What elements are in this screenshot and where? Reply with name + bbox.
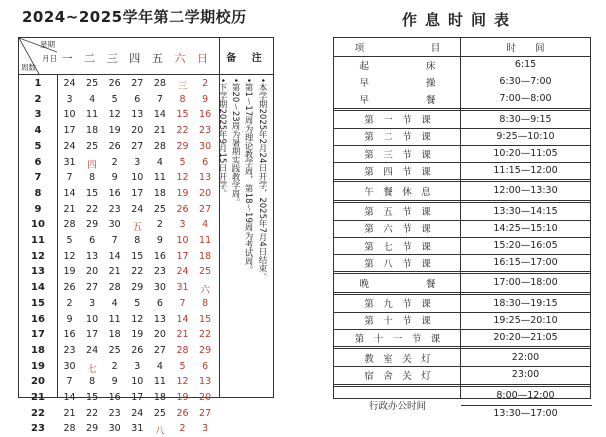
calendar-day-cell: 15 — [176, 109, 189, 121]
office-hours-row — [334, 387, 590, 423]
calendar-day-cell: 25 — [108, 344, 121, 356]
calendar-day-cell: 4 — [89, 93, 96, 105]
schedule-row — [334, 203, 590, 220]
calendar-day-cell: 26 — [131, 344, 144, 356]
schedule-time-value: 14:25—15:10 — [493, 222, 558, 234]
daily-schedule-table — [333, 37, 591, 420]
schedule-item-label: 第 二 节 课 — [364, 132, 431, 144]
office-hours-morning: 8:00—12:00 — [496, 390, 555, 402]
schedule-item-label: 第 一 节 课 — [364, 115, 431, 127]
schedule-row — [334, 237, 590, 254]
calendar-day-cell: 7 — [66, 376, 73, 388]
week-number: 1 — [34, 78, 42, 89]
calendar-day-cell: 14 — [63, 187, 76, 199]
weekday-header-1: 二 — [84, 52, 96, 65]
week-number-column — [19, 74, 58, 435]
schedule-item-label: 第 七 节 课 — [364, 241, 431, 253]
calendar-day-cell: 6 — [134, 93, 141, 105]
calendar-day-cell: 22 — [131, 266, 144, 278]
calendar-day-cell: 2 — [179, 423, 186, 435]
calendar-day-cell: 9 — [156, 235, 163, 246]
calendar-day-cell: 15 — [131, 250, 144, 262]
calendar-day-cell: 8 — [134, 235, 141, 246]
schedule-item-label: 第 四 节 课 — [364, 166, 431, 178]
calendar-day-cell: 八 — [155, 426, 165, 437]
schedule-row — [334, 56, 590, 73]
calendar-day-cell: 7 — [179, 297, 186, 309]
schedule-time-value: 9:25—10:10 — [496, 130, 555, 142]
calendar-day-cell: 18 — [86, 125, 99, 137]
calendar-day-cell: 10 — [86, 313, 99, 325]
calendar-day-cell: 18 — [153, 392, 166, 403]
calendar-day-cell: 7 — [111, 235, 118, 246]
calendar-day-cell: 10 — [63, 109, 76, 121]
week-number: 9 — [34, 203, 42, 215]
calendar-day-cell: 14 — [63, 392, 76, 403]
notes-header: 备 注 — [226, 52, 268, 64]
schedule-row — [334, 145, 590, 162]
calendar-day-cell: 6 — [156, 297, 163, 309]
calendar-day-cell: 22 — [199, 329, 212, 341]
schedule-time-value: 17:00—18:00 — [493, 277, 558, 289]
note-text: •第1～17周为理论教学周，第18～19周为考试周。 — [243, 78, 253, 274]
calendar-day-cell: 4 — [111, 297, 118, 309]
calendar-day-cell: 10 — [131, 376, 144, 388]
week-number: 3 — [34, 109, 42, 121]
calendar-day-cell: 2 — [66, 297, 73, 309]
calendar-day-cell: 13 — [199, 172, 212, 184]
calendar-day-cell: 10 — [131, 172, 144, 184]
calendar-day-cell: 21 — [176, 329, 189, 341]
calendar-day-cell: 10 — [176, 235, 189, 246]
calendar-day-cell: 24 — [176, 266, 189, 278]
calendar-day-cell: 2 — [156, 219, 163, 231]
note-text: •本学期2025年2月24日开学，2025年7月4日结束。 — [257, 78, 267, 281]
calendar-day-cell: 30 — [199, 140, 212, 152]
calendar-day-cell: 30 — [153, 282, 166, 294]
calendar-day-cell: 25 — [199, 266, 212, 278]
calendar-day-cell: 13 — [199, 376, 212, 388]
calendar-day-cell: 4 — [202, 219, 209, 231]
schedule-item-label: 早 餐 — [359, 94, 436, 106]
calendar-day-cell: 16 — [153, 250, 166, 262]
calendar-day-cell: 27 — [131, 78, 144, 89]
schedule-time-value: 16:15—17:00 — [493, 257, 558, 269]
calendar-day-cell: 26 — [176, 407, 189, 419]
calendar-day-cell: 19 — [176, 392, 189, 403]
calendar-day-cell: 29 — [131, 282, 144, 294]
schedule-row — [334, 349, 590, 366]
corner-weekno-label: 周数 — [21, 63, 36, 72]
calendar-day-cell: 12 — [108, 109, 121, 121]
calendar-day-cell: 12 — [176, 172, 189, 184]
week-number: 23 — [31, 423, 45, 435]
calendar-day-cell: 26 — [176, 203, 189, 215]
schedule-item-label: 教 室 关 灯 — [364, 353, 431, 365]
schedule-row — [334, 182, 590, 199]
calendar-day-cell: 5 — [179, 156, 186, 168]
schedule-item-label: 第 十 节 课 — [364, 316, 431, 328]
calendar-day-cell: 28 — [108, 282, 121, 294]
calendar-day-cell: 24 — [131, 407, 144, 419]
weekday-header-2: 三 — [106, 52, 118, 65]
calendar-day-cell: 8 — [89, 172, 96, 184]
calendar-day-cell: 4 — [156, 156, 163, 168]
calendar-day-cell: 5 — [111, 93, 118, 105]
calendar-day-cell: 17 — [131, 187, 144, 199]
week-number: 18 — [31, 344, 45, 356]
school-calendar-table — [18, 37, 274, 437]
schedule-time-value: 11:15—12:00 — [493, 165, 558, 177]
calendar-day-cell: 25 — [153, 203, 166, 215]
calendar-day-cell: 19 — [63, 266, 76, 278]
office-time-divider — [461, 405, 592, 406]
calendar-day-cell: 23 — [199, 125, 212, 137]
calendar-day-cell: 3 — [179, 219, 186, 231]
calendar-day-cell: 18 — [153, 187, 166, 199]
calendar-day-cell: 16 — [63, 329, 76, 341]
schedule-row — [334, 128, 590, 145]
calendar-days-grid — [57, 74, 219, 437]
week-number: 15 — [31, 297, 45, 309]
calendar-day-cell: 28 — [153, 140, 166, 152]
calendar-day-cell: 20 — [131, 125, 144, 137]
calendar-day-cell: 8 — [179, 93, 186, 105]
calendar-day-cell: 30 — [108, 219, 121, 231]
calendar-day-cell: 11 — [199, 235, 212, 246]
weekday-header-3: 四 — [129, 52, 141, 65]
calendar-day-cell: 14 — [108, 250, 121, 262]
calendar-day-cell: 11 — [108, 313, 121, 325]
week-number: 22 — [31, 407, 45, 419]
schedule-row — [334, 162, 590, 179]
schedule-time-value: 15:20—16:05 — [493, 240, 558, 252]
week-number: 5 — [34, 140, 42, 152]
calendar-day-cell: 6 — [89, 235, 96, 246]
calendar-day-cell: 19 — [131, 329, 144, 341]
week-number: 13 — [31, 266, 45, 278]
corner-monthday-label: 月日 — [42, 54, 57, 63]
schedule-item-label: 晚 餐 — [359, 278, 436, 290]
calendar-day-cell: 24 — [63, 78, 76, 89]
calendar-day-cell: 8 — [89, 376, 96, 388]
calendar-day-cell: 20 — [199, 392, 212, 403]
calendar-day-cell: 7 — [66, 172, 73, 184]
calendar-day-cell: 3 — [89, 297, 96, 309]
calendar-day-cell: 2 — [111, 156, 118, 168]
calendar-day-cell: 24 — [63, 140, 76, 152]
schedule-row — [334, 312, 590, 329]
calendar-day-cell: 28 — [153, 78, 166, 89]
calendar-day-cell: 29 — [86, 219, 99, 231]
calendar-day-cell: 31 — [131, 423, 144, 435]
schedule-item-label: 宿 舍 关 灯 — [364, 370, 431, 382]
week-number: 17 — [31, 329, 45, 341]
calendar-day-cell: 3 — [66, 93, 73, 105]
schedule-item-label: 早 操 — [359, 77, 436, 89]
schedule-item-label: 第 八 节 课 — [364, 258, 431, 270]
calendar-day-cell: 3 — [134, 360, 141, 372]
calendar-day-cell: 20 — [86, 266, 99, 278]
calendar-day-cell: 29 — [86, 423, 99, 435]
calendar-day-cell: 31 — [63, 156, 76, 168]
week-number: 6 — [34, 156, 42, 168]
schedule-header-row — [334, 38, 590, 56]
calendar-day-cell: 四 — [87, 159, 97, 171]
schedule-row — [334, 329, 590, 346]
calendar-day-cell: 21 — [63, 407, 76, 419]
calendar-day-cell: 28 — [63, 219, 76, 231]
week-number: 19 — [31, 360, 45, 372]
calendar-day-cell: 三 — [177, 81, 188, 92]
calendar-day-cell: 9 — [111, 376, 118, 388]
note-text: •下学期2025年9月15日开学。 — [217, 78, 227, 198]
calendar-day-cell: 12 — [63, 250, 76, 262]
schedule-time-value: 13:30—14:15 — [493, 205, 558, 217]
schedule-time-value: 12:00—13:30 — [493, 185, 558, 197]
week-number: 16 — [31, 313, 45, 325]
schedule-time-value: 7:00—8:00 — [499, 93, 552, 105]
calendar-day-cell: 8 — [202, 297, 209, 309]
calendar-day-cell: 5 — [179, 360, 186, 372]
week-number: 12 — [31, 250, 45, 262]
schedule-row — [334, 73, 590, 90]
calendar-day-cell: 6 — [202, 156, 209, 168]
calendar-day-cell: 19 — [108, 125, 121, 137]
calendar-day-cell: 11 — [153, 172, 166, 184]
calendar-day-cell: 20 — [153, 329, 166, 341]
calendar-day-cell: 27 — [199, 407, 212, 419]
calendar-day-cell: 15 — [86, 187, 99, 199]
weekday-header-6: 日 — [197, 52, 209, 65]
calendar-day-cell: 27 — [131, 140, 144, 152]
calendar-day-cell: 17 — [63, 125, 76, 137]
calendar-day-cell: 12 — [176, 376, 189, 388]
week-number: 2 — [34, 93, 42, 105]
schedule-row — [334, 90, 590, 107]
calendar-day-cell: 23 — [108, 407, 121, 419]
schedule-item-label: 第 三 节 课 — [364, 149, 431, 161]
schedule-item-label: 项 目 — [354, 43, 441, 54]
calendar-day-cell: 30 — [63, 360, 76, 372]
calendar-day-cell: 9 — [66, 313, 73, 325]
calendar-day-cell: 30 — [108, 423, 121, 435]
calendar-day-cell: 29 — [199, 344, 212, 356]
calendar-day-cell: 20 — [199, 187, 212, 199]
schedule-title: 作息时间表 — [402, 11, 518, 29]
schedule-row — [334, 274, 590, 291]
week-number: 10 — [31, 219, 45, 231]
calendar-day-cell: 9 — [202, 93, 209, 105]
calendar-day-cell: 7 — [156, 93, 163, 105]
calendar-day-cell: 14 — [176, 313, 189, 325]
calendar-day-cell: 29 — [176, 140, 189, 152]
calendar-day-cell: 17 — [176, 250, 189, 262]
calendar-day-cell: 23 — [153, 266, 166, 278]
calendar-day-cell: 15 — [199, 313, 212, 325]
schedule-time-value: 23:00 — [511, 369, 540, 381]
calendar-day-cell: 13 — [86, 250, 99, 262]
schedule-item-label: 午 餐 休 息 — [364, 186, 431, 198]
calendar-day-cell: 21 — [63, 203, 76, 215]
week-number: 20 — [31, 376, 45, 388]
schedule-time-value: 6:30—7:00 — [499, 76, 552, 88]
schedule-time-value: 10:20—11:05 — [493, 148, 558, 160]
calendar-day-cell: 15 — [86, 392, 99, 403]
office-hours-label: 行政办公时间 — [368, 400, 426, 412]
schedule-row — [334, 295, 590, 312]
calendar-day-cell: 26 — [108, 140, 121, 152]
calendar-day-cell: 6 — [202, 360, 209, 372]
calendar-day-cell: 21 — [108, 266, 121, 278]
calendar-day-cell: 12 — [131, 313, 144, 325]
calendar-day-cell: 五 — [132, 222, 143, 234]
calendar-day-cell: 18 — [199, 250, 212, 262]
calendar-day-cell: 13 — [153, 313, 166, 325]
calendar-day-cell: 19 — [176, 187, 189, 199]
calendar-day-cell: 22 — [86, 203, 99, 215]
weekday-header-0: 一 — [61, 52, 73, 65]
calendar-day-cell: 22 — [86, 407, 99, 419]
schedule-time-value: 20:20—21:05 — [493, 332, 558, 344]
schedule-row — [334, 254, 590, 271]
calendar-day-cell: 17 — [86, 329, 99, 341]
schedule-item-label: 第 五 节 课 — [364, 207, 431, 219]
schedule-item-label: 第 九 节 课 — [364, 299, 431, 311]
calendar-day-cell: 17 — [131, 392, 144, 403]
calendar-day-cell: 23 — [108, 203, 121, 215]
corner-weekday-label: 星期 — [40, 40, 55, 49]
calendar-header-row — [19, 38, 273, 75]
calendar-day-cell: 六 — [200, 285, 210, 297]
calendar-day-cell: 13 — [131, 109, 144, 121]
calendar-day-cell: 11 — [86, 109, 99, 121]
schedule-time-value: 8:30—9:15 — [499, 113, 552, 125]
calendar-day-cell: 21 — [153, 125, 166, 137]
calendar-day-cell: 5 — [134, 297, 141, 309]
calendar-day-cell: 25 — [86, 78, 99, 89]
calendar-title: 2024~2025学年第二学期校历 — [22, 8, 247, 26]
calendar-day-cell: 9 — [111, 172, 118, 184]
calendar-day-cell: 16 — [199, 109, 212, 121]
calendar-day-cell: 31 — [176, 282, 189, 294]
calendar-day-cell: 28 — [176, 344, 189, 356]
schedule-time-value: 19:25—20:10 — [493, 314, 558, 326]
calendar-day-cell: 3 — [134, 156, 141, 168]
calendar-day-cell: 25 — [86, 140, 99, 152]
schedule-time-value: 6:15 — [514, 59, 537, 71]
calendar-day-cell: 4 — [156, 360, 163, 372]
calendar-day-cell: 22 — [176, 125, 189, 137]
calendar-day-cell: 25 — [153, 407, 166, 419]
weekday-header-5: 六 — [174, 52, 186, 65]
schedule-row — [334, 220, 590, 237]
week-number: 4 — [34, 125, 42, 137]
calendar-day-cell: 5 — [66, 235, 73, 246]
calendar-day-cell: 16 — [108, 187, 121, 199]
note-text: •第20～23周为暑期实践教学周。 — [230, 78, 240, 207]
calendar-day-cell: 26 — [63, 282, 76, 294]
calendar-day-cell: 27 — [86, 282, 99, 294]
week-number: 14 — [31, 282, 45, 294]
schedule-item-label: 第 六 节 课 — [364, 224, 431, 236]
schedule-row — [334, 111, 590, 128]
calendar-day-cell: 26 — [108, 78, 121, 89]
week-number: 7 — [34, 172, 42, 184]
calendar-day-cell: 27 — [153, 344, 166, 356]
calendar-day-cell: 27 — [199, 203, 212, 215]
week-number: 11 — [31, 235, 45, 246]
calendar-day-cell: 11 — [153, 376, 166, 388]
calendar-day-cell: 16 — [108, 392, 121, 403]
calendar-day-cell: 18 — [108, 329, 121, 341]
schedule-row — [334, 366, 590, 383]
schedule-item-label: 第 十 一 节 课 — [354, 333, 441, 345]
schedule-time-value: 18:30—19:15 — [493, 297, 558, 309]
schedule-time-value: 22:00 — [511, 352, 540, 364]
schedule-item-label: 起 床 — [359, 60, 436, 72]
calendar-day-cell: 24 — [86, 344, 99, 356]
calendar-day-cell: 23 — [63, 344, 76, 356]
calendar-day-cell: 3 — [202, 423, 209, 435]
office-hours-afternoon: 13:30—17:00 — [493, 408, 558, 420]
schedule-time-value: 时 间 — [506, 43, 545, 54]
calendar-day-cell: 2 — [202, 78, 209, 89]
calendar-day-cell: 28 — [63, 423, 76, 435]
calendar-day-cell: 七 — [87, 363, 97, 375]
calendar-day-cell: 24 — [131, 203, 144, 215]
calendar-day-cell: 14 — [153, 109, 166, 121]
week-number: 8 — [34, 187, 42, 199]
calendar-day-cell: 2 — [111, 360, 118, 372]
week-number: 21 — [31, 392, 45, 403]
weekday-header-4: 五 — [151, 52, 163, 65]
